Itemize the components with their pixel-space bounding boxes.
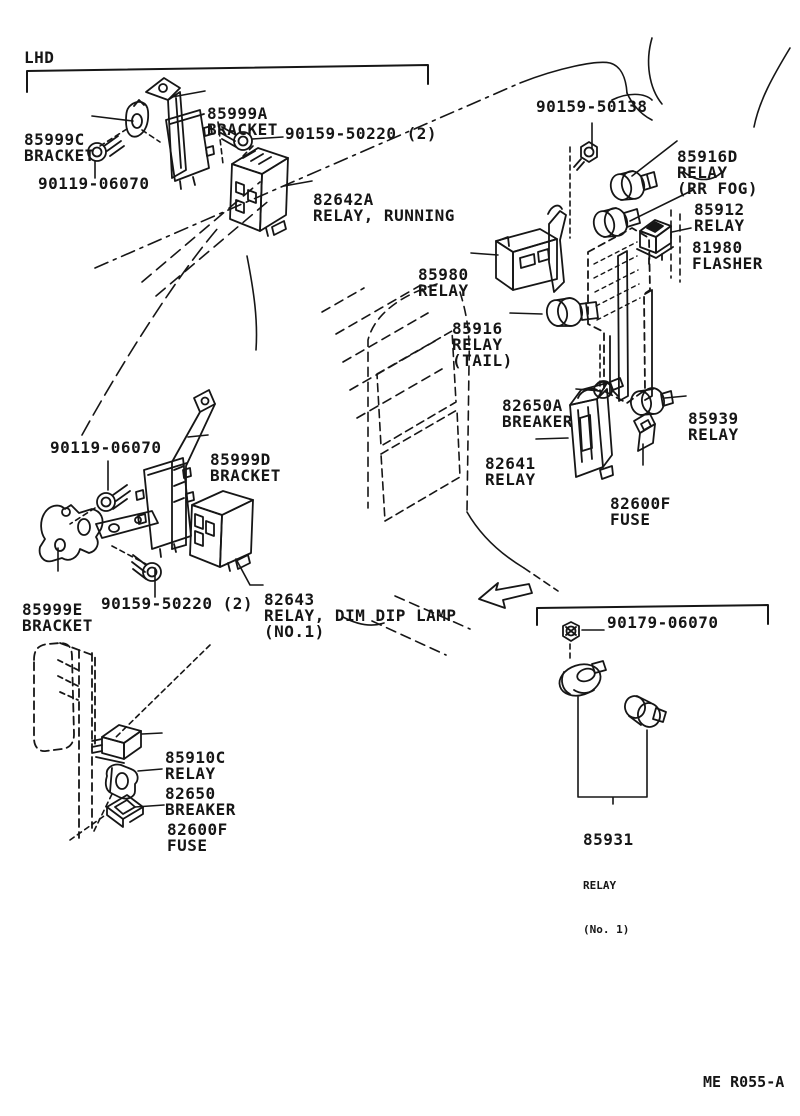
label-bracket-85999e: 85999E BRACKET <box>22 600 93 635</box>
label-relay-82643: 82643 RELAY, DIM DIP LAMP (NO.1) <box>264 590 457 641</box>
relay-85931-topview-drawing <box>555 659 606 701</box>
relay-85980-drawing <box>496 206 566 292</box>
label-relay-85916-tail: 85916 RELAY (TAIL) <box>452 319 513 370</box>
label-relay-82641: 82641 RELAY <box>485 454 536 489</box>
label-relay-85931: 85931 RELAY (No. 1) <box>583 830 634 936</box>
label-relay-85939: 85939 RELAY <box>688 409 739 444</box>
label-breaker-82650a: 82650A BREAKER <box>502 396 573 431</box>
relay-85931-drawing <box>623 694 666 729</box>
label-nut-90159-50138: 90159-50138 <box>536 97 648 116</box>
relay-85912-drawing <box>591 206 640 240</box>
label-relay-85916d: 85916D RELAY (RR FOG) <box>677 147 759 198</box>
label-lhd: LHD <box>24 48 55 67</box>
bracket-85999a-drawing <box>146 78 186 178</box>
label-relay-82642a: 82642A RELAY, RUNNING <box>313 190 455 225</box>
label-relay-85910c: 85910C RELAY <box>165 748 226 783</box>
label-fuse-82600f-left: 82600F FUSE <box>167 820 228 855</box>
direction-arrow-icon <box>479 583 532 608</box>
relay-85916-tail-drawing <box>545 296 598 328</box>
label-nut-90179-06070: 90179-06070 <box>607 613 719 632</box>
label-bracket-85999d: 85999D BRACKET <box>210 450 281 485</box>
label-breaker-82650: 82650 BREAKER <box>165 784 236 819</box>
nut-90179-06070-drawing <box>563 622 579 641</box>
fuse-82600f-right-drawing <box>634 412 655 451</box>
label-bracket-85999a: 85999A BRACKET <box>207 104 278 139</box>
flasher-81980-drawing <box>637 220 673 264</box>
label-bolt-90119-06070-top: 90119-06070 <box>38 174 150 193</box>
label-screw-90159-50220-bottom: 90159-50220 (2) <box>101 594 253 613</box>
relay-82642a-drawing <box>230 148 288 236</box>
nut-90159-50138-drawing <box>574 142 597 170</box>
label-bracket-85999c: 85999C BRACKET <box>24 130 95 165</box>
bracket-85999e-drawing <box>40 505 103 561</box>
label-screw-90159-50220-top: 90159-50220 (2) <box>285 124 437 143</box>
fuse-82600f-left-drawing <box>107 795 143 827</box>
label-relay-85912: 85912 RELAY <box>694 200 745 235</box>
relay-85939-drawing <box>629 386 673 417</box>
bolt-90119-06070-mid-drawing <box>97 485 130 511</box>
doc-code: ME R055-A <box>703 1073 785 1091</box>
relay-85910c-drawing <box>92 725 141 763</box>
bracket-85999d-drawing <box>172 390 215 549</box>
label-fuse-82600f-right: 82600F FUSE <box>610 494 671 529</box>
label-relay-85980: 85980 RELAY <box>418 265 469 300</box>
label-flasher-81980: 81980 FLASHER <box>692 238 763 273</box>
breaker-82650-drawing <box>106 765 138 799</box>
label-bolt-90119-06070-mid: 90119-06070 <box>50 438 162 457</box>
relay-82643-drawing <box>190 491 253 571</box>
junction-panel-drawing <box>34 643 95 838</box>
relay-85916d-drawing <box>608 169 657 203</box>
